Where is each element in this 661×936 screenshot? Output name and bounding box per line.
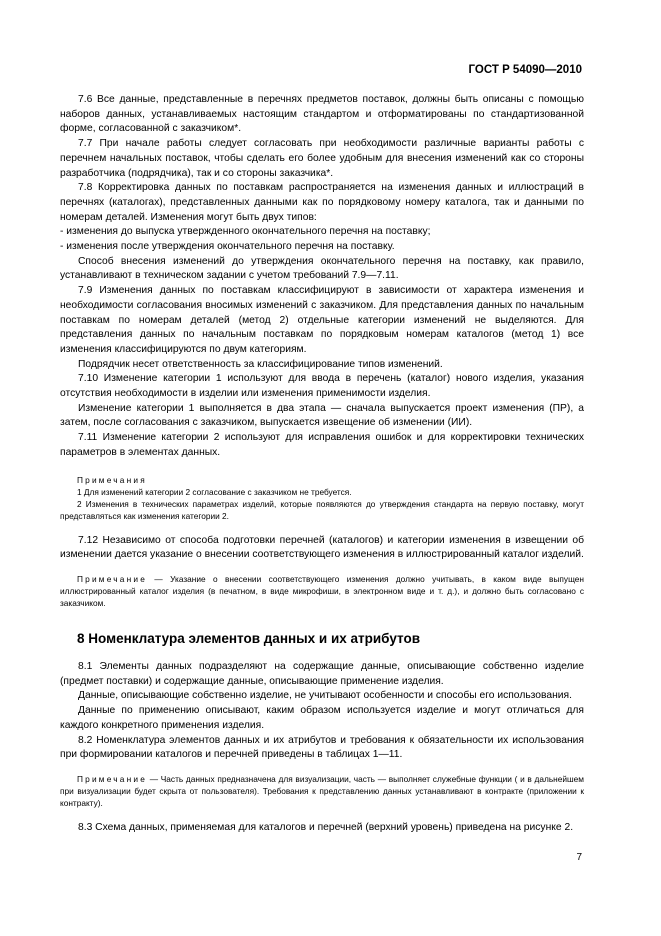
paragraph-8-3: 8.3 Схема данных, применяемая для каталогов и перечней (верхний уровень) приведена на рисунке 2. (78, 821, 574, 833)
page-number: 7 (576, 852, 582, 863)
paragraph-method: Способ внесения изменений до утверждения окончательного перечня на поставку, как правило, устанавливают в техническом задании с учетом требований 7.9—7.11. (60, 255, 584, 282)
note-b (60, 773, 584, 809)
paragraph-8-1: 8.1 Элементы данных подразделяют на содержащие данные, описывающие собственно изделие (предмет поставки) и содержащие данные, описывающие применение изделия. (60, 660, 584, 687)
notes-title: Примечания (77, 474, 147, 485)
paragraph-8-2: 8.2 Номенклатура элементов данных и их атрибутов и требования к обязательности их использования при формировании каталогов и перечней приведены в таблицах 1—11. (60, 734, 584, 761)
paragraph-7-7: 7.7 При начале работы следует согласовать при необходимости различные варианты работы с перечнем начальных поставок, чтобы сделать его более удобным для внесения изменений как со стороны разработчика (подрядчика), так и со стороны заказчика*. (60, 138, 584, 179)
paragraph-category-1: Изменение категории 1 выполняется в два этапа — сначала выпускается проект изменения (ПР), а затем, после согласования с заказчиком, выпускается извещение об изменении (ИИ). (60, 402, 584, 429)
paragraph-7-6: 7.6 Все данные, представленные в перечнях предметов поставок, должны быть описаны с помощью наборов данных, устанавливаемых настоящим стандартом и отформатированы по стандартизованной форме, согласованной с заказчиком*. (60, 94, 584, 135)
list-item-1: - изменения до выпуска утвержденного окончательного перечня на поставку; (60, 226, 431, 238)
paragraph-7-10: 7.10 Изменение категории 1 используют для ввода в перечень (каталог) нового изделия, указания отсутствия необходимости в изделии или изменения применимости изделия. (60, 373, 584, 400)
note-a (60, 573, 584, 609)
note-b-label: Примечание (77, 773, 148, 784)
paragraph-7-9: 7.9 Изменения данных по поставкам классифицируют в зависимости от характера изменения и необходимости согласования вносимых изменений с заказчиком. Для представления данных по начальным поставкам по номерам деталей (метод 2) отдельные категории изменений не выделяются. Для представления данных по начальным поставкам по порядковым номерам каталогов (метод 1) все изменения классифицируются по двум категориям. (60, 285, 584, 355)
paragraph-responsibility: Подрядчик несет ответственность за классифицирование типов изменений. (78, 358, 443, 370)
note-a-label: Примечание (77, 573, 148, 584)
paragraph-application: Данные по применению описывают, каким образом используется изделие и могут отличаться для каждого конкретного применения изделия. (60, 705, 584, 731)
page-body (60, 93, 584, 836)
paragraph-7-12: 7.12 Независимо от способа подготовки перечней (каталогов) и категории изменения в извещении об изменении дается указание о внесении соответствующего изменения в иллюстрированный каталог изделий. (60, 534, 584, 561)
paragraph-7-11: 7.11 Изменение категории 2 используют для исправления ошибок и для корректировки технических параметров в элементах данных. (60, 432, 584, 458)
note-1: 1 Для изменений категории 2 согласование с заказчиком не требуется. (77, 486, 352, 497)
list-item-2: - изменения после утверждения окончательного перечня на поставку. (60, 241, 395, 253)
paragraph-description: Данные, описывающие собственно изделие, не учитывают особенности и способы его использования. (78, 690, 572, 702)
note-2: 2 Изменения в технических параметрах изделий, которые появляются до утверждения стандарта на первую поставку, могут представляться как изменения категории 2. (60, 498, 584, 521)
section-8-title: 8 Номенклатура элементов данных и их атрибутов (77, 630, 420, 646)
paragraph-7-8: 7.8 Корректировка данных по поставкам распространяется на изменения данных и иллюстраций в перечнях (каталогах), представленных данными как по порядковому номеру каталога, так и данными по номерам деталей. Изменения могут быть двух типов: (60, 182, 584, 223)
note-b-text: — Часть данных предназначена для визуализации, часть — выполняет служебные функции ( и в дальнейшем при визуализации будет скрыта от пользователя). Требования к представлению данных устанавливают в контракте (приложении к контракту). (60, 773, 584, 808)
note-a-text: — Указание о внесении соответствующего изменения должно учитывать, в каком виде выпущен иллюстрированный каталог изделия (в печатном, в виде микрофиши, в электронном виде и т. д.), и должно быть согласовано с заказчиком. (60, 573, 584, 608)
standard-header: ГОСТ Р 54090—2010 (468, 64, 582, 76)
